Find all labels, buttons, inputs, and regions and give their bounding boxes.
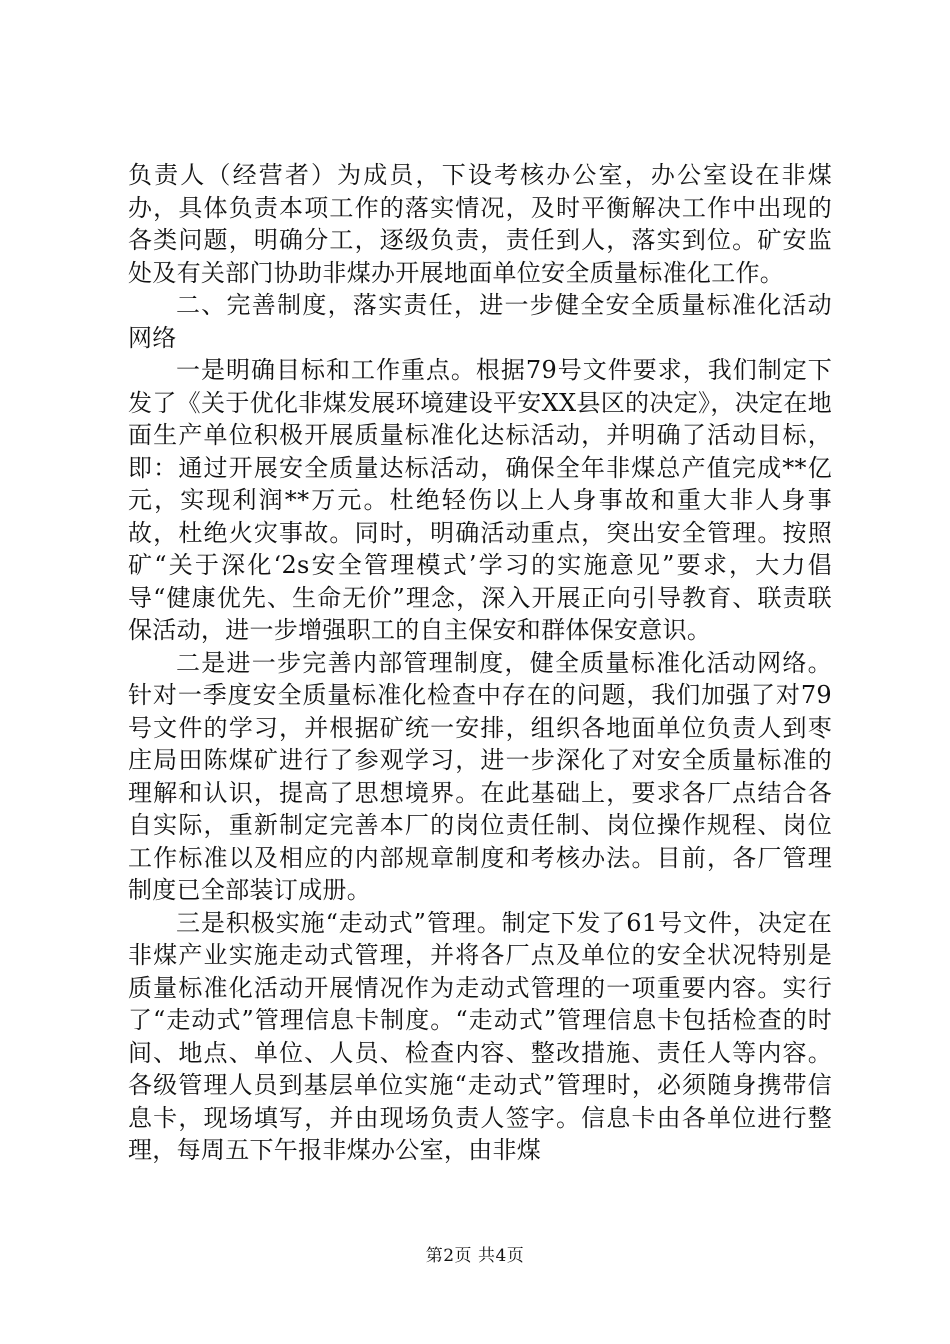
paragraph-walking-management: 三是积极实施“走动式”管理。制定下发了61号文件，决定在非煤产业实施走动式管理，并将各厂点及单位的安全状况特别是质量标准化活动开展情况作为走动式管理的一项重要内容。实行了“走动式”管理信息卡制度。“走动式”管理信息卡包括检查的时间、地点、单位、人员、检查内容、整改措施、责任人等内容。各级管理人员到基层单位实施“走动式”管理时，必须随身携带信息卡，现场填写，并由现场负责人签字。信息卡由各单位进行整理，每周五下午报非煤办公室，由非煤: [128, 908, 832, 1164]
paragraph-management-system: 二是进一步完善内部管理制度，健全质量标准化活动网络。针对一季度安全质量标准化检查中存在的问题，我们加强了对79号文件的学习，并根据矿统一安排，组织各地面单位负责人到枣庄局田陈煤矿进行了参观学习，进一步深化了对安全质量标准的理解和认识，提高了思想境界。在此基础上，要求各厂点结合各自实际，重新制定完善本厂的岗位责任制、岗位操作规程、岗位工作标准以及相应的内部规章制度和考核办法。目前，各厂管理制度已全部装订成册。: [128, 648, 832, 904]
page-number-indicator: 第2页 共4页: [425, 1246, 525, 1266]
paragraph-goals: 一是明确目标和工作重点。根据79号文件要求，我们制定下发了《关于优化非煤发展环境建设平安XX县区的决定》，决定在地面生产单位积极开展质量标准化达标活动，并明确了活动目标，即：通过开展安全质量达标活动，确保全年非煤总产值完成**亿元，实现利润**万元。杜绝轻伤以上人身事故和重大非人身事故，杜绝火灾事故。同时，明确活动重点，突出安全管理。按照矿“关于深化‘2s安全管理模式’学习的实施意见”要求，大力倡导“健康优先、生命无价”理念，深入开展正向引导教育、联责联保活动，进一步增强职工的自主保安和群体保安意识。: [128, 356, 832, 644]
section-heading: 二、完善制度，落实责任，进一步健全安全质量标准化活动网络: [128, 291, 832, 352]
page-footer: [0, 1245, 950, 1267]
body-text: [128, 159, 832, 1167]
paragraph-continuation: 负责人（经营者）为成员，下设考核办公室，办公室设在非煤办，具体负责本项工作的落实情况，及时平衡解决工作中出现的各类问题，明确分工，逐级负责，责任到人，落实到位。矿安监处及有关部门协助非煤办开展地面单位安全质量标准化工作。: [128, 161, 832, 287]
